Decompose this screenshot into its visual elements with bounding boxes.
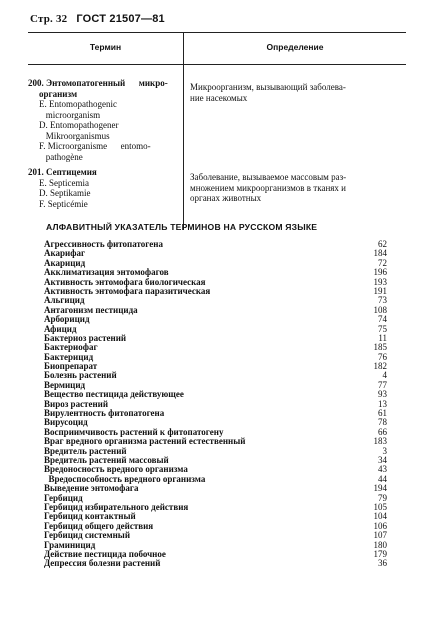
table-column-divider — [183, 32, 184, 230]
list-item — [44, 343, 387, 352]
index-term-number: 13 — [378, 398, 387, 409]
list-item — [44, 484, 387, 493]
index-term: Депрессия болезни растений — [44, 558, 161, 569]
list-item — [44, 315, 387, 324]
index-term: Вредоносность вредного организма — [44, 464, 188, 475]
index-term-number: 76 — [378, 351, 387, 362]
index-term-number: 107 — [373, 530, 387, 541]
index-title: АЛФАВИТНЫЙ УКАЗАТЕЛЬ ТЕРМИНОВ НА РУССКОМ ЯЗЫКЕ — [46, 222, 318, 232]
index-term-number: 196 — [373, 267, 387, 278]
translation-line: F. Septicémie — [39, 198, 88, 209]
index-term-number: 182 — [373, 361, 387, 372]
translation-line: E. Septicemia — [39, 177, 89, 188]
term-text: Септицемия — [46, 167, 97, 177]
index-term-number: 105 — [373, 501, 387, 512]
index-term: Вредитель растений — [44, 445, 127, 456]
index-term-number: 108 — [373, 304, 387, 315]
index-term-number: 79 — [378, 492, 387, 503]
index-term: Гербицид контактный — [44, 511, 136, 522]
index-term: Биопрепарат — [44, 361, 98, 372]
translation-line: F. Microorganisme entomo- — [39, 141, 151, 151]
index-term: Активность энтомофага паразитическая — [44, 285, 211, 296]
index-term-number: 193 — [373, 276, 387, 287]
index-term: Альгицид — [44, 295, 85, 306]
list-item — [44, 240, 387, 249]
index-term-number: 194 — [373, 483, 387, 494]
index-term-number: 11 — [378, 332, 387, 343]
index-term: Агрессивность фитопатогена — [44, 239, 163, 249]
list-item — [44, 306, 387, 315]
list-item — [44, 371, 387, 380]
table-top-border — [28, 32, 406, 33]
list-item — [44, 287, 387, 296]
index-term-number: 77 — [378, 379, 387, 390]
index-term: Вредоспособность вредного организма — [44, 473, 206, 484]
translation-line: microorganism — [39, 109, 101, 120]
index-term-number: 72 — [378, 257, 387, 268]
index-term-number: 78 — [378, 417, 387, 428]
index-term: Гербицид — [44, 492, 83, 503]
index-term: Бактериофаг — [44, 342, 98, 353]
term-line — [28, 78, 178, 89]
index-term: Действие пестицида побочное — [44, 548, 166, 559]
index-term: Гербицид избирательного действия — [44, 501, 189, 512]
term-line — [28, 167, 178, 178]
index-term-number: 34 — [378, 454, 387, 465]
index-term: Восприимчивость растений к фитопатогену — [44, 426, 224, 437]
index-term: Афицид — [44, 323, 77, 334]
index-term-number: 184 — [373, 248, 387, 259]
term-text: Энтомопатогенный микро- — [46, 78, 168, 88]
index-term-number: 3 — [382, 445, 387, 456]
index-term-number: 75 — [378, 323, 387, 334]
table-row — [28, 167, 178, 209]
index-term: Акклиматизация энтомофагов — [44, 267, 169, 278]
index-term: Вироз растений — [44, 398, 109, 409]
translation-line: E. Entomopathogenic — [39, 99, 117, 109]
index-term-number: 62 — [378, 239, 387, 249]
page-number: Стр. 32 — [30, 13, 68, 25]
index-term: Акарифаг — [44, 248, 86, 259]
index-term: Акарицид — [44, 257, 86, 268]
index-term: Активность энтомофага биологическая — [44, 276, 206, 287]
index-term: Вермицид — [44, 379, 86, 390]
index-term-number: 104 — [373, 511, 387, 522]
index-term-number: 44 — [378, 473, 387, 484]
index-term-number: 74 — [378, 314, 387, 325]
index-term-number: 106 — [373, 520, 387, 531]
index-term: Вещество пестицида действующее — [44, 389, 184, 400]
term-number: 200. — [28, 78, 44, 88]
index-term: Бактерицид — [44, 351, 94, 362]
page-header — [30, 13, 171, 25]
index-term-number: 185 — [373, 342, 387, 353]
translation-line: Mikroorganismus — [39, 130, 110, 141]
translation-line: D. Septikamie — [39, 188, 91, 198]
definition-line: ние насекомых — [190, 92, 248, 103]
index-term: Бактериоз растений — [44, 332, 127, 343]
index-term-number: 93 — [378, 389, 387, 400]
index-term: Граминицид — [44, 539, 96, 550]
index-term-number: 191 — [373, 285, 387, 296]
list-item — [44, 409, 387, 418]
table-header-border — [28, 64, 406, 65]
index-term-number: 180 — [373, 539, 387, 550]
index-term-number: 183 — [373, 436, 387, 447]
index-term-number: 36 — [378, 558, 387, 569]
index-term-number: 66 — [378, 426, 387, 437]
translation-line: pathogène — [39, 151, 83, 162]
translation-line: D. Entomopathogener — [39, 120, 119, 130]
definition-line: Заболевание, вызываемое массовым раз- — [190, 172, 347, 182]
index-term: Гербицид системный — [44, 530, 131, 541]
definition-line: множением микроорганизмов в тканях и — [190, 182, 346, 193]
definition-cell — [190, 82, 402, 103]
list-item — [44, 531, 387, 540]
list-item — [44, 249, 387, 258]
definition-line: органах животных — [190, 193, 262, 203]
index-term: Выведение энтомофага — [44, 483, 139, 494]
index-term: Болезнь растений — [44, 370, 117, 381]
index-term: Гербицид общего действия — [44, 520, 154, 531]
index-term-number: 179 — [373, 548, 387, 559]
index-term: Враг вредного организма растений естественный — [44, 436, 246, 447]
index-term: Вирулентность фитопатогена — [44, 408, 165, 419]
index-term: Антагонизм пестицида — [44, 304, 138, 315]
table-row — [28, 78, 178, 162]
term-number: 201. — [28, 167, 44, 177]
standard-code: ГОСТ 21507—81 — [76, 13, 165, 25]
index-term-number: 73 — [378, 295, 387, 306]
column-header-term: Термин — [89, 42, 122, 52]
terms-table — [28, 32, 406, 232]
index-term-number: 61 — [378, 408, 387, 419]
term-index — [44, 240, 387, 569]
term-line: организм — [39, 88, 78, 99]
index-term: Арборицид — [44, 314, 90, 325]
index-term: Вредитель растений массовый — [44, 454, 169, 465]
definition-line: Микроорганизм, вызывающий заболева- — [190, 82, 346, 92]
definition-cell — [190, 172, 402, 204]
index-term: Вирусоцид — [44, 417, 88, 428]
index-term-number: 4 — [382, 370, 387, 381]
list-item — [44, 559, 387, 568]
index-term-number: 43 — [378, 464, 387, 475]
column-header-definition: Определение — [266, 42, 324, 52]
